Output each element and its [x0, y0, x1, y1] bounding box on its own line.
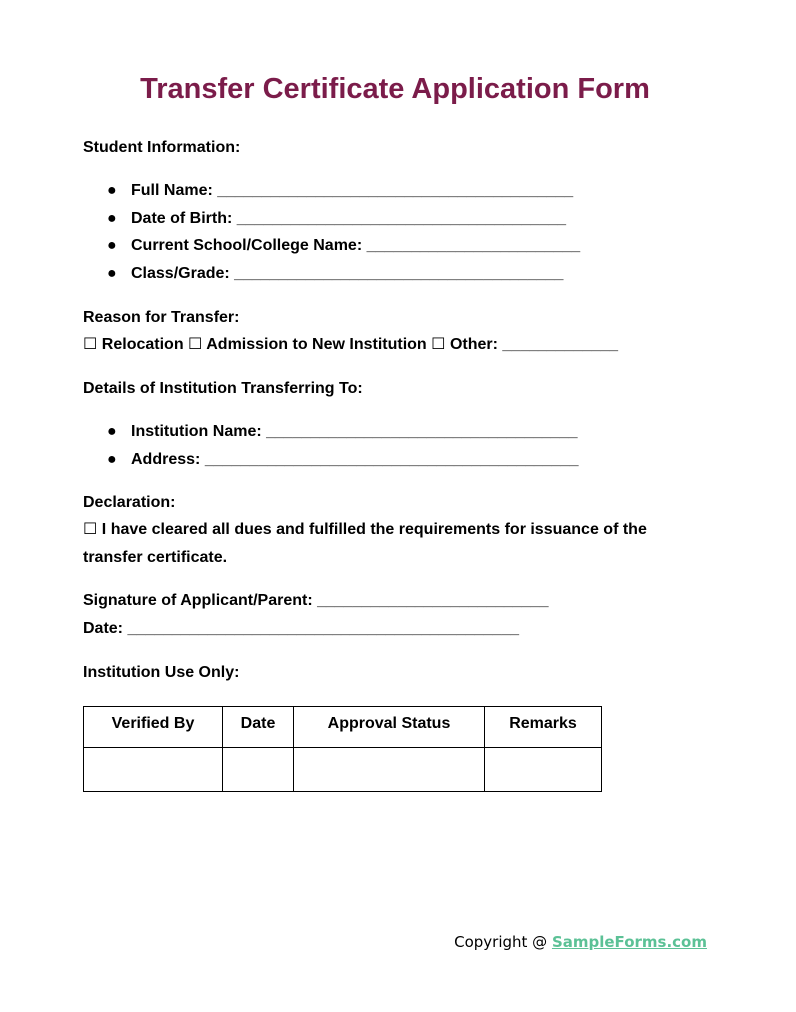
- institution-use-heading: Institution Use Only:: [83, 664, 240, 681]
- field-label: Address:: [131, 451, 201, 468]
- declaration-line-1: [83, 520, 647, 540]
- column-remarks: Remarks: [485, 707, 602, 748]
- cell-approval-status[interactable]: [294, 748, 485, 792]
- bullet-icon: ●: [107, 182, 117, 199]
- date-blank[interactable]: ____________________________________________: [127, 620, 519, 637]
- footer-copyright: [454, 933, 707, 951]
- column-verified-by: Verified By: [84, 707, 223, 748]
- field-label: Current School/College Name:: [131, 237, 363, 254]
- bullet-icon: ●: [107, 423, 117, 440]
- field-full-name: [107, 181, 573, 201]
- copyright-text: Copyright @: [454, 933, 552, 951]
- option-admission: Admission to New Institution: [206, 336, 427, 353]
- date-label: Date:: [83, 620, 124, 637]
- field-date-of-birth: [107, 209, 566, 229]
- page-title: Transfer Certificate Application Form: [140, 73, 650, 105]
- table-row: [84, 748, 602, 792]
- table-header-row: [84, 707, 602, 748]
- other-reason-blank[interactable]: _____________: [502, 336, 619, 353]
- field-address: [107, 450, 579, 470]
- option-other: Other:: [449, 336, 498, 353]
- bullet-icon: ●: [107, 451, 117, 468]
- field-label: Full Name:: [131, 182, 213, 199]
- field-institution-name: [107, 422, 578, 442]
- address-blank[interactable]: __________________________________________: [204, 451, 579, 468]
- field-class-grade: [107, 264, 563, 284]
- bullet-icon: ●: [107, 265, 117, 282]
- reason-options: [83, 335, 618, 355]
- student-info-heading: Student Information:: [83, 139, 241, 156]
- date-of-birth-blank[interactable]: _____________________________________: [236, 210, 567, 227]
- cell-remarks[interactable]: [485, 748, 602, 792]
- checkbox-admission[interactable]: ☐: [188, 336, 203, 353]
- brand-link[interactable]: SampleForms.com: [551, 933, 707, 951]
- checkbox-declaration[interactable]: ☐: [83, 521, 98, 538]
- declaration-heading: Declaration:: [83, 494, 176, 511]
- cell-verified-by[interactable]: [84, 748, 223, 792]
- declaration-text: I have cleared all dues and fulfilled the requirements for issuance of the: [101, 521, 647, 538]
- class-grade-blank[interactable]: _____________________________________: [234, 265, 564, 282]
- checkbox-other[interactable]: ☐: [431, 336, 446, 353]
- field-label: Class/Grade:: [131, 265, 230, 282]
- declaration-line-2: transfer certificate.: [83, 549, 228, 566]
- institution-name-blank[interactable]: ___________________________________: [266, 423, 578, 440]
- field-current-school: [107, 236, 580, 256]
- signature-blank[interactable]: __________________________: [317, 592, 549, 609]
- date-row: [83, 619, 519, 639]
- signature-row: [83, 591, 548, 611]
- column-approval-status: Approval Status: [294, 707, 485, 748]
- checkbox-relocation[interactable]: ☐: [83, 336, 98, 353]
- reason-heading: Reason for Transfer:: [83, 309, 240, 326]
- cell-date[interactable]: [223, 748, 294, 792]
- bullet-icon: ●: [107, 210, 117, 227]
- field-label: Institution Name:: [131, 423, 262, 440]
- field-label: Date of Birth:: [131, 210, 233, 227]
- full-name-blank[interactable]: ________________________________________: [217, 182, 574, 199]
- institution-use-table: [83, 706, 602, 792]
- signature-label: Signature of Applicant/Parent:: [83, 592, 313, 609]
- option-relocation: Relocation: [101, 336, 184, 353]
- destination-heading: Details of Institution Transferring To:: [83, 380, 363, 397]
- current-school-blank[interactable]: ________________________: [366, 237, 581, 254]
- bullet-icon: ●: [107, 237, 117, 254]
- column-date: Date: [223, 707, 294, 748]
